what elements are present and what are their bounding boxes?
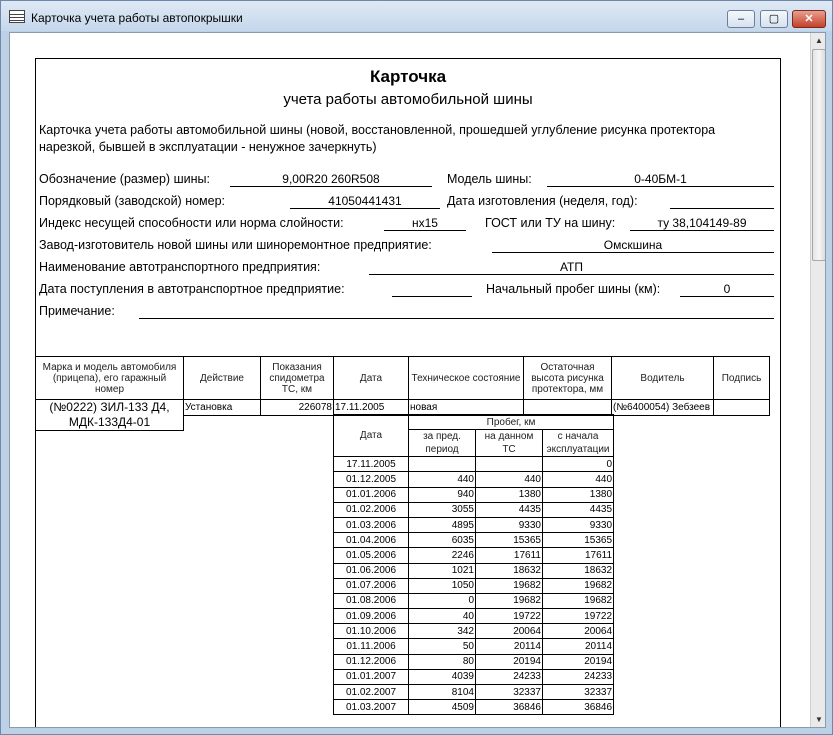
table-row [334,563,614,578]
mileage-date-cell: 01.12.2006 [334,654,409,669]
vehicle-mileage-cell: 36846 [476,700,543,715]
vehicle-mileage-cell: 19722 [476,609,543,624]
mileage-date-cell: 01.06.2006 [334,563,409,578]
signature-header: Подпись [714,357,770,400]
vertical-scrollbar[interactable] [810,33,826,728]
signature-cell [714,400,770,416]
period-cell: 50 [409,639,476,654]
mileage-date-cell: 01.09.2006 [334,609,409,624]
remark-value [139,304,774,319]
vehicle-mileage-cell: 19682 [476,578,543,593]
period-cell: 2246 [409,548,476,563]
total-mileage-cell: 9330 [543,517,614,532]
mileage-date-cell: 01.03.2007 [334,700,409,715]
mfg-date-label: Дата изготовления (неделя, год): [447,194,638,208]
total-mileage-cell: 19722 [543,609,614,624]
mileage-date-cell: 01.02.2006 [334,502,409,517]
load-index-value: нх15 [384,216,466,231]
period-cell: 40 [409,609,476,624]
total-mileage-cell: 32337 [543,685,614,700]
total-mileage-cell: 19682 [543,593,614,608]
table-row [334,578,614,593]
vehicle-mileage-cell: 15365 [476,533,543,548]
mileage-table [333,414,614,715]
total-mileage-header: с начала эксплуатации [543,430,614,457]
table-row [334,700,614,715]
date-cell: 17.11.2005 [334,400,409,416]
install-header-row [36,357,770,400]
vehicle-mileage-cell: 17611 [476,548,543,563]
total-mileage-cell: 18632 [543,563,614,578]
gost-label: ГОСТ или ТУ на шину: [485,216,616,230]
total-mileage-cell: 20064 [543,624,614,639]
model-label: Модель шины: [447,172,532,186]
mileage-date-cell: 17.11.2005 [334,457,409,472]
total-mileage-cell: 17611 [543,548,614,563]
mileage-date-cell: 01.08.2006 [334,593,409,608]
table-row [334,654,614,669]
plant-value: Омскшина [492,238,774,253]
close-button[interactable]: ✕ [792,10,826,28]
mileage-date-cell: 01.10.2006 [334,624,409,639]
period-cell: 940 [409,487,476,502]
vehicle-mileage-cell: 20114 [476,639,543,654]
date-header: Дата [334,357,409,400]
action-cell: Установка [184,400,261,416]
maximize-button[interactable]: ▢ [760,10,788,28]
mileage-date-cell: 01.07.2006 [334,578,409,593]
scrollbar-thumb[interactable] [812,49,826,261]
table-row [334,487,614,502]
total-mileage-cell: 24233 [543,669,614,684]
vehicle-header: Марка и модель автомобиля (прицепа), его гаражный номер [36,357,184,400]
mileage-date-cell: 01.11.2006 [334,639,409,654]
size-value: 9,00R20 260R508 [230,172,432,187]
period-cell: 3055 [409,502,476,517]
table-row [334,685,614,700]
period-cell [409,457,476,472]
table-icon [9,10,25,23]
size-label: Обозначение (размер) шины: [39,172,210,186]
card-subtitle: учета работы автомобильной шины [283,91,533,108]
table-row [334,457,614,472]
total-mileage-cell: 0 [543,457,614,472]
period-cell: 4509 [409,700,476,715]
table-row [334,548,614,563]
odometer-cell: 226078 [261,400,334,416]
initial-mileage-value: 0 [680,282,774,297]
table-row [334,517,614,532]
company-value: АТП [369,260,774,275]
plant-label: Завод-изготовитель новой шины или шиноремонтное предприятие: [39,238,432,252]
total-mileage-cell: 1380 [543,487,614,502]
report-viewport[interactable] [9,32,826,728]
total-mileage-cell: 36846 [543,700,614,715]
mileage-group-header: Пробег, км [409,415,614,430]
period-header: за пред. период [409,430,476,457]
title-bar[interactable] [1,1,832,31]
period-cell: 342 [409,624,476,639]
vehicle-mileage-header: на данном ТС [476,430,543,457]
total-mileage-cell: 440 [543,472,614,487]
serial-value: 41050441431 [290,194,440,209]
vehicle-mileage-cell: 24233 [476,669,543,684]
table-row [334,609,614,624]
vehicle-mileage-cell: 20194 [476,654,543,669]
action-header: Действие [184,357,261,400]
remark-label: Примечание: [39,304,115,318]
load-index-label: Индекс несущей способности или норма слойности: [39,216,344,230]
scroll-down-icon[interactable]: ▼ [815,715,823,724]
table-row [36,400,770,416]
total-mileage-cell: 20194 [543,654,614,669]
vehicle-mileage-cell: 20064 [476,624,543,639]
mileage-date-cell: 01.01.2006 [334,487,409,502]
gost-value: ту 38,104149-89 [630,216,774,231]
company-label: Наименование автотранспортного предприятия: [39,260,321,274]
odometer-header: Показания спидометра ТС, км [261,357,334,400]
table-row [334,533,614,548]
arrival-date-label: Дата поступления в автотранспортное предприятие: [39,282,345,296]
condition-cell: новая [409,400,524,416]
vehicle-mileage-cell [476,457,543,472]
mileage-date-cell: 01.04.2006 [334,533,409,548]
vehicle-mileage-cell: 19682 [476,593,543,608]
mileage-header-row [334,415,614,430]
table-row [334,624,614,639]
period-cell: 6035 [409,533,476,548]
window-title: Карточка учета работы автопокрышки [31,11,243,25]
card-note: Карточка учета работы автомобильной шины (новой, восстановленной, прошедшей углубление рисунка протектора нарезкой, бывшей в эксплуатации - ненужное зачеркнуть) [39,123,716,154]
serial-label: Порядковый (заводской) номер: [39,194,226,208]
driver-header: Водитель [612,357,714,400]
period-cell: 440 [409,472,476,487]
total-mileage-cell: 15365 [543,533,614,548]
model-value: 0-40БМ-1 [547,172,774,187]
period-cell: 80 [409,654,476,669]
table-row [334,639,614,654]
vehicle-mileage-cell: 32337 [476,685,543,700]
table-row [334,472,614,487]
card-title: Карточка [369,67,447,86]
vehicle-mileage-cell: 1380 [476,487,543,502]
period-cell: 4895 [409,517,476,532]
driver-cell: (№6400054) Зебзеев [612,400,714,416]
period-cell: 4039 [409,669,476,684]
vehicle-mileage-cell: 4435 [476,502,543,517]
mileage-date-cell: 01.05.2006 [334,548,409,563]
tread-header: Остаточная высота рисунка протектора, мм [524,357,612,400]
table-row [334,502,614,517]
initial-mileage-label: Начальный пробег шины (км): [486,282,661,296]
period-cell: 8104 [409,685,476,700]
vehicle-cell: (№0222) ЗИЛ-133 Д4, МДК-133Д4-01 [36,400,184,431]
mileage-date-cell: 01.02.2007 [334,685,409,700]
mfg-date-value [670,194,774,209]
period-cell: 1050 [409,578,476,593]
period-cell: 1021 [409,563,476,578]
condition-header: Техническое состояние [409,357,524,400]
total-mileage-cell: 4435 [543,502,614,517]
mileage-date-cell: 01.03.2006 [334,517,409,532]
vehicle-mileage-cell: 18632 [476,563,543,578]
scroll-up-icon[interactable]: ▲ [815,36,823,45]
table-row [334,593,614,608]
tread-cell [524,400,612,416]
table-row [334,669,614,684]
mileage-date-cell: 01.12.2005 [334,472,409,487]
mileage-date-header: Дата [334,415,409,457]
arrival-date-value [392,282,472,297]
mileage-date-cell: 01.01.2007 [334,669,409,684]
period-cell: 0 [409,593,476,608]
minimize-button[interactable]: ‒ [727,10,755,28]
vehicle-mileage-cell: 9330 [476,517,543,532]
total-mileage-cell: 19682 [543,578,614,593]
vehicle-mileage-cell: 440 [476,472,543,487]
total-mileage-cell: 20114 [543,639,614,654]
